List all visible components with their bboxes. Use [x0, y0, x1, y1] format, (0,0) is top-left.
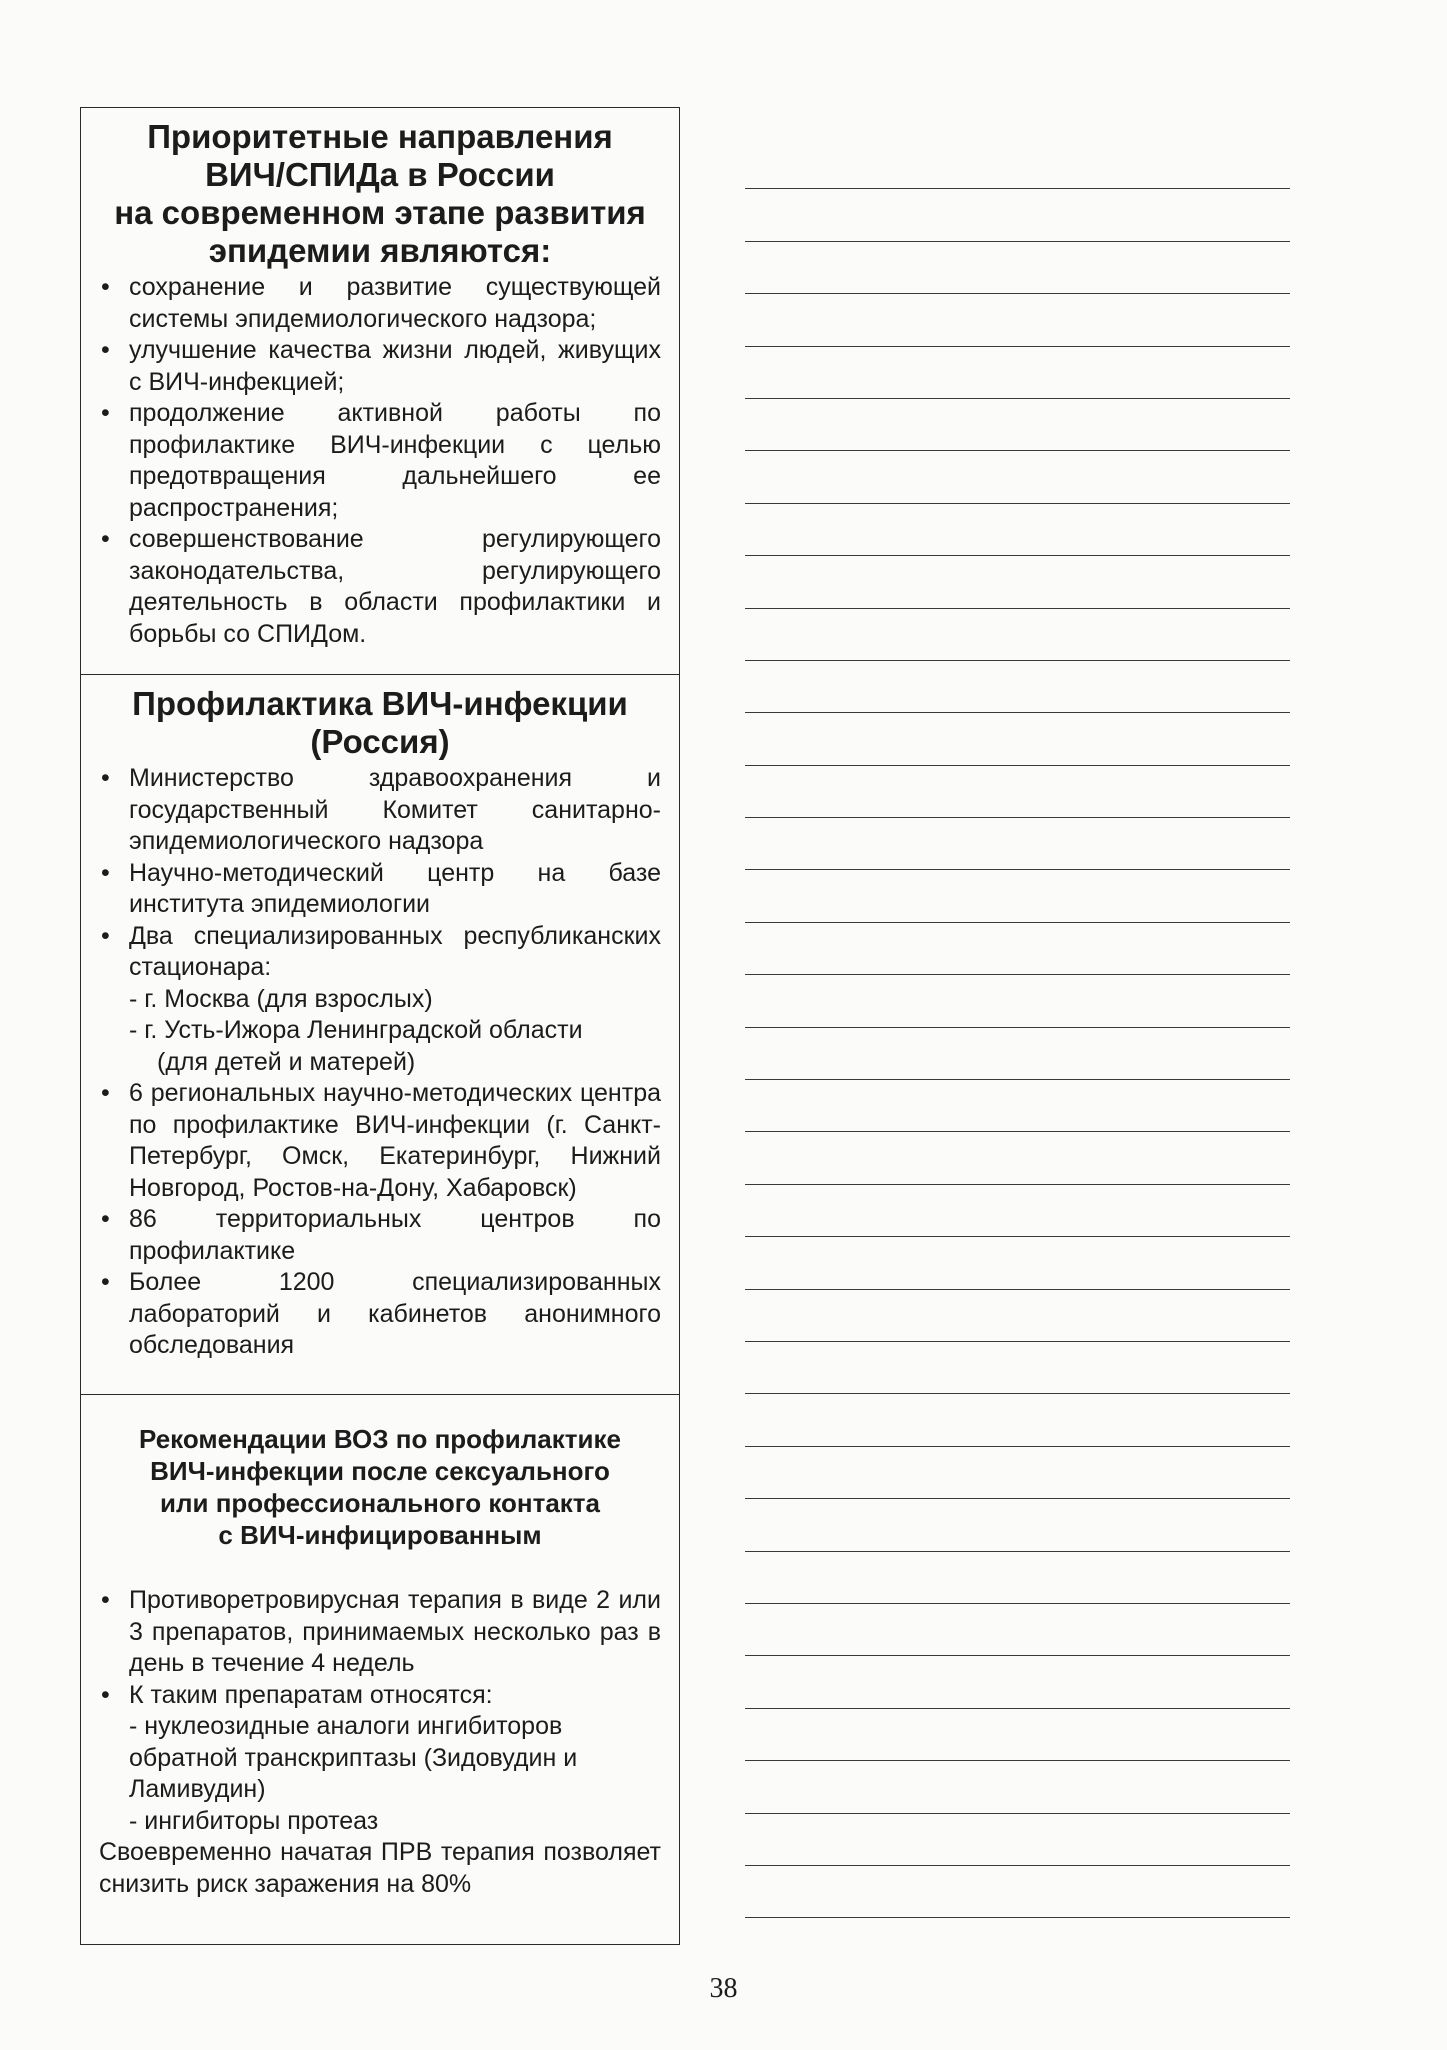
note-line[interactable]	[745, 923, 1290, 975]
list-item: • 6 региональных научно-методических центра по профилактике ВИЧ-инфекции (г. Санкт-Петербург, Омск, Екатеринбург, Нижний Новгород, Ростов-на-Дону, Хабаровск)	[99, 1078, 661, 1204]
section-priorities	[81, 108, 679, 674]
note-line[interactable]	[745, 1866, 1290, 1918]
list-item: • Научно-методический центр на базе института эпидемиологии	[99, 858, 661, 921]
note-line[interactable]	[745, 399, 1290, 451]
hospital-ust-izhora-note: (для детей и матерей)	[157, 1047, 416, 1076]
section-title: Рекомендации ВОЗ по профилактике ВИЧ-инфекции после сексуального или профессионального контакта с ВИЧ-инфицированным	[139, 1424, 621, 1550]
list-item-text: К таким препаратам относятся:	[129, 1680, 493, 1709]
section-prevention-russia	[81, 674, 679, 1394]
list-item	[99, 1680, 661, 1838]
section-title: Профилактика ВИЧ-инфекции (Россия)	[132, 685, 628, 760]
note-line[interactable]	[745, 713, 1290, 765]
note-line[interactable]	[745, 1237, 1290, 1289]
note-line[interactable]	[745, 1604, 1290, 1656]
section-title: Приоритетные направления ВИЧ/СПИДа в России на современном этапе развития эпидемии являются:	[114, 118, 646, 269]
note-line[interactable]	[745, 1185, 1290, 1237]
note-line[interactable]	[745, 1394, 1290, 1446]
list-item: • сохранение и развитие существующей системы эпидемиологического надзора;	[99, 272, 661, 335]
list-item: • Противоретровирусная терапия в виде 2 или 3 препаратов, принимаемых несколько раз в день в течение 4 недель	[99, 1585, 661, 1680]
drug-nrti: - нуклеозидные аналоги ингибиторов обратной транскриптазы (Зидовудин и Ламивудин)	[129, 1712, 578, 1803]
page-number: 38	[709, 1973, 738, 2004]
list-item: • совершенствование регулирующего законодательства, регулирующего деятельность в области профилактики и борьбы со СПИДом.	[99, 524, 661, 650]
list-item: • улучшение качества жизни людей, живущих с ВИЧ-инфекцией;	[99, 335, 661, 398]
note-line[interactable]	[745, 975, 1290, 1027]
hospital-moscow: - г. Москва (для взрослых)	[129, 984, 433, 1013]
note-line[interactable]	[745, 189, 1290, 241]
note-line[interactable]	[745, 1761, 1290, 1813]
note-line[interactable]	[745, 451, 1290, 503]
note-line[interactable]	[745, 1080, 1290, 1132]
note-line[interactable]	[745, 347, 1290, 399]
note-line[interactable]	[745, 1499, 1290, 1551]
note-line[interactable]	[745, 661, 1290, 713]
note-line[interactable]	[745, 1709, 1290, 1761]
note-line[interactable]	[745, 556, 1290, 608]
note-line[interactable]	[745, 1132, 1290, 1184]
note-line[interactable]	[745, 818, 1290, 870]
content-box	[80, 107, 680, 1945]
priorities-list	[99, 272, 661, 650]
note-line[interactable]	[745, 609, 1290, 661]
list-item	[99, 921, 661, 1079]
drug-protease: - ингибиторы протеаз	[129, 1806, 379, 1835]
note-line[interactable]	[745, 1814, 1290, 1866]
note-line[interactable]	[745, 1342, 1290, 1394]
note-line[interactable]	[745, 1656, 1290, 1708]
note-line[interactable]	[745, 766, 1290, 818]
list-item: • Более 1200 специализированных лабораторий и кабинетов анонимного обследования	[99, 1267, 661, 1362]
prevention-list	[99, 763, 661, 1362]
recommendations-list	[99, 1585, 661, 1837]
note-line[interactable]	[745, 1028, 1290, 1080]
note-line[interactable]	[745, 294, 1290, 346]
note-line[interactable]	[745, 137, 1290, 189]
conclusion-text: Своевременно начатая ПРВ терапия позволяет снизить риск заражения на 80%	[99, 1838, 661, 1898]
list-item: • Министерство здравоохранения и государственный Комитет санитарно-эпидемиологического надзора	[99, 763, 661, 858]
note-line[interactable]	[745, 1290, 1290, 1342]
note-line[interactable]	[745, 504, 1290, 556]
note-line[interactable]	[745, 242, 1290, 294]
hospital-ust-izhora: - г. Усть-Ижора Ленинградской области	[129, 1016, 583, 1044]
note-line[interactable]	[745, 870, 1290, 922]
list-item: • 86 территориальных центров по профилактике	[99, 1204, 661, 1267]
note-line[interactable]	[745, 1447, 1290, 1499]
note-line[interactable]	[745, 1552, 1290, 1604]
notes-lines	[745, 137, 1290, 1918]
list-item-text: Два специализированных республиканских стационара:	[129, 921, 661, 981]
section-who-recommendations	[81, 1394, 679, 1944]
list-item: • продолжение активной работы по профилактике ВИЧ-инфекции с целью предотвращения дальнейшего ее распространения;	[99, 398, 661, 524]
